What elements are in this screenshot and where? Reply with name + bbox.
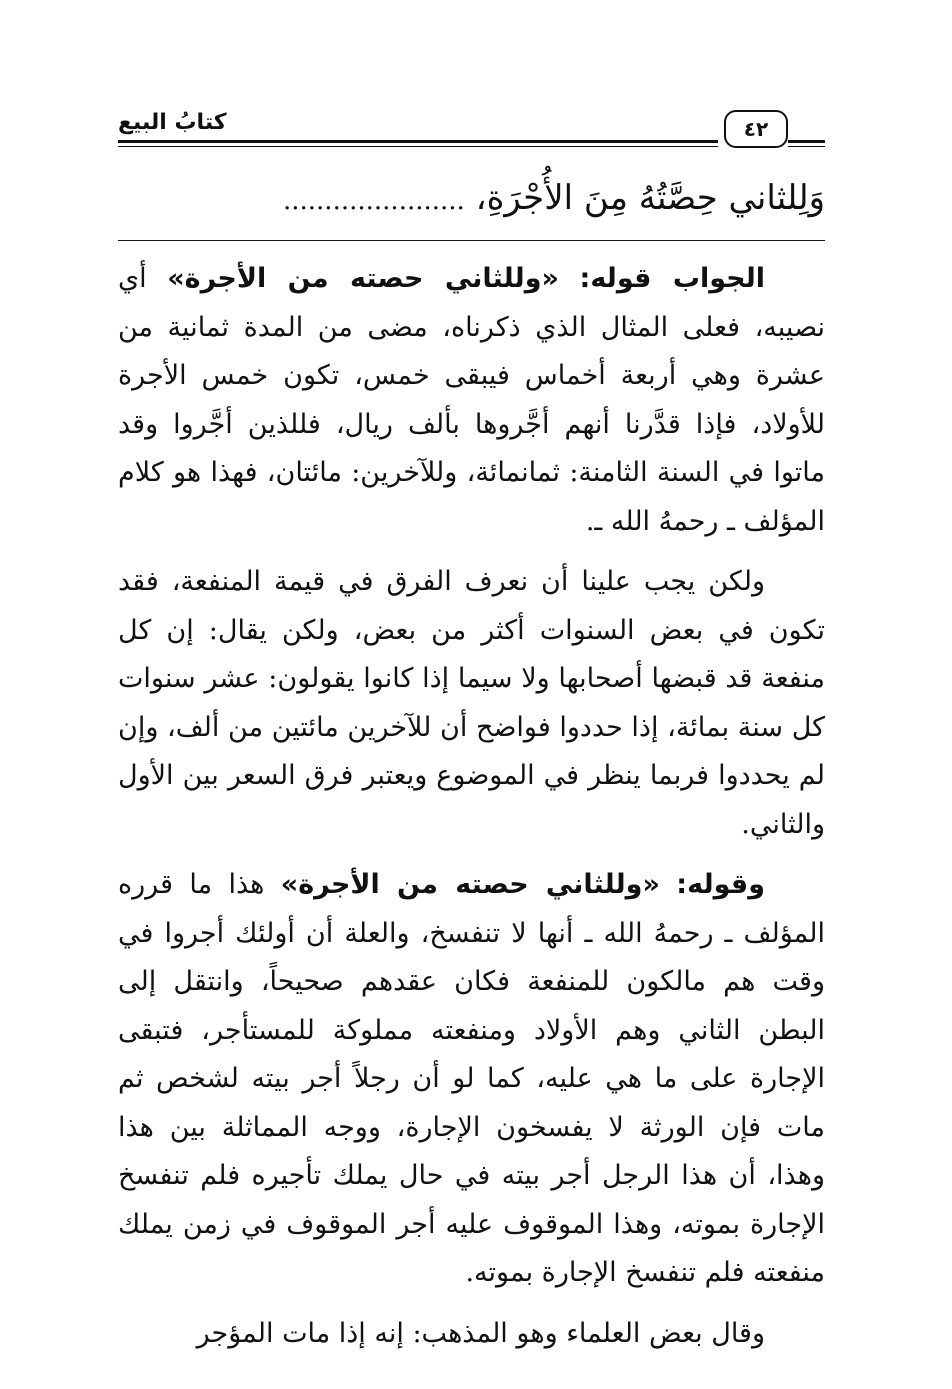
paragraph-4-text: وقال بعض العلماء وهو المذهب: إنه إذا مات المؤجر <box>196 1317 765 1349</box>
paragraph-2-text: ولكن يجب علينا أن نعرف الفرق في قيمة المنفعة، فقد تكون في بعض السنوات أكثر من بعض، ولكن يقال: إن كل منفعة قد قبضها أصحابها ولا سيما إذا كانوا يقولون: عشر سنوات كل سنة بمائة، إذا حددوا فواضح أن للآخرين مائتين من ألف، وإن لم يحددوا فربما ينظر في الموضوع ويعتبر فرق السعر بين الأول والثاني. <box>118 566 825 840</box>
paragraph-3 <box>118 861 825 1298</box>
paragraph-1-quote: «وللثاني حصته من الأجرة» <box>167 263 559 294</box>
header-rule-thin <box>118 146 718 147</box>
header-rule-thick-right <box>788 140 825 143</box>
page-header <box>118 108 825 156</box>
paragraph-3-quote: «وللثاني حصته من الأجرة» <box>280 869 660 900</box>
paragraph-1 <box>118 255 825 546</box>
book-title: كتابُ البيع <box>118 110 227 135</box>
paragraph-1-label: الجواب قوله: <box>579 263 766 294</box>
paragraph-2 <box>118 558 825 849</box>
commentary-body <box>118 255 825 1358</box>
paragraph-3-label: وقوله: <box>676 869 765 900</box>
paragraph-1-text: أي نصيبه، فعلى المثال الذي ذكرناه، مضى من المدة ثمانية من عشرة وهي أربعة أخماس فيبقى خمس، تكون خمس الأجرة للأولاد، فإذا قدَّرنا أنهم أجَّروها بألف ريال، فللذين أجَّروا وقد ماتوا في السنة الثامنة: ثمانمائة، وللآخرين: مائتان، فهذا هو كلام المؤلف ـ رحمهُ الله ـ. <box>118 263 825 537</box>
matn-dots: ...................... <box>282 186 465 216</box>
matn-text: وَلِلثاني حِصَّتُهُ مِنَ الأُجْرَةِ، <box>475 178 825 218</box>
paragraph-3-text: هذا ما قرره المؤلف ـ رحمهُ الله ـ أنها لا تنفسخ، والعلة أن أولئك أجروا في وقت هم مالكون للمنفعة فكان عقدهم صحيحاً، وانتقل إلى البطن الثاني وهم الأولاد ومنفعته مملوكة للمستأجر، فتبقى الإجارة على ما هي عليه، كما لو أن رجلاً أجر بيته لشخص ثم مات فإن الورثة لا يفسخون الإجارة، ووجه المماثلة بين هذا وهذا، أن هذا الرجل أجر بيته في حال يملك تأجيره فلم تنفسخ الإجارة بموته، وهذا الموقوف عليه أجر الموقوف في زمن يملك منفعته فلم تنفسخ الإجارة بموته. <box>118 869 825 1288</box>
matn-line <box>118 170 825 230</box>
page-number: ٤٢ <box>724 110 788 148</box>
paragraph-4 <box>118 1310 825 1359</box>
matn-separator <box>118 240 825 241</box>
header-rule-thick <box>118 140 718 143</box>
header-rule-thin-right <box>788 146 825 147</box>
